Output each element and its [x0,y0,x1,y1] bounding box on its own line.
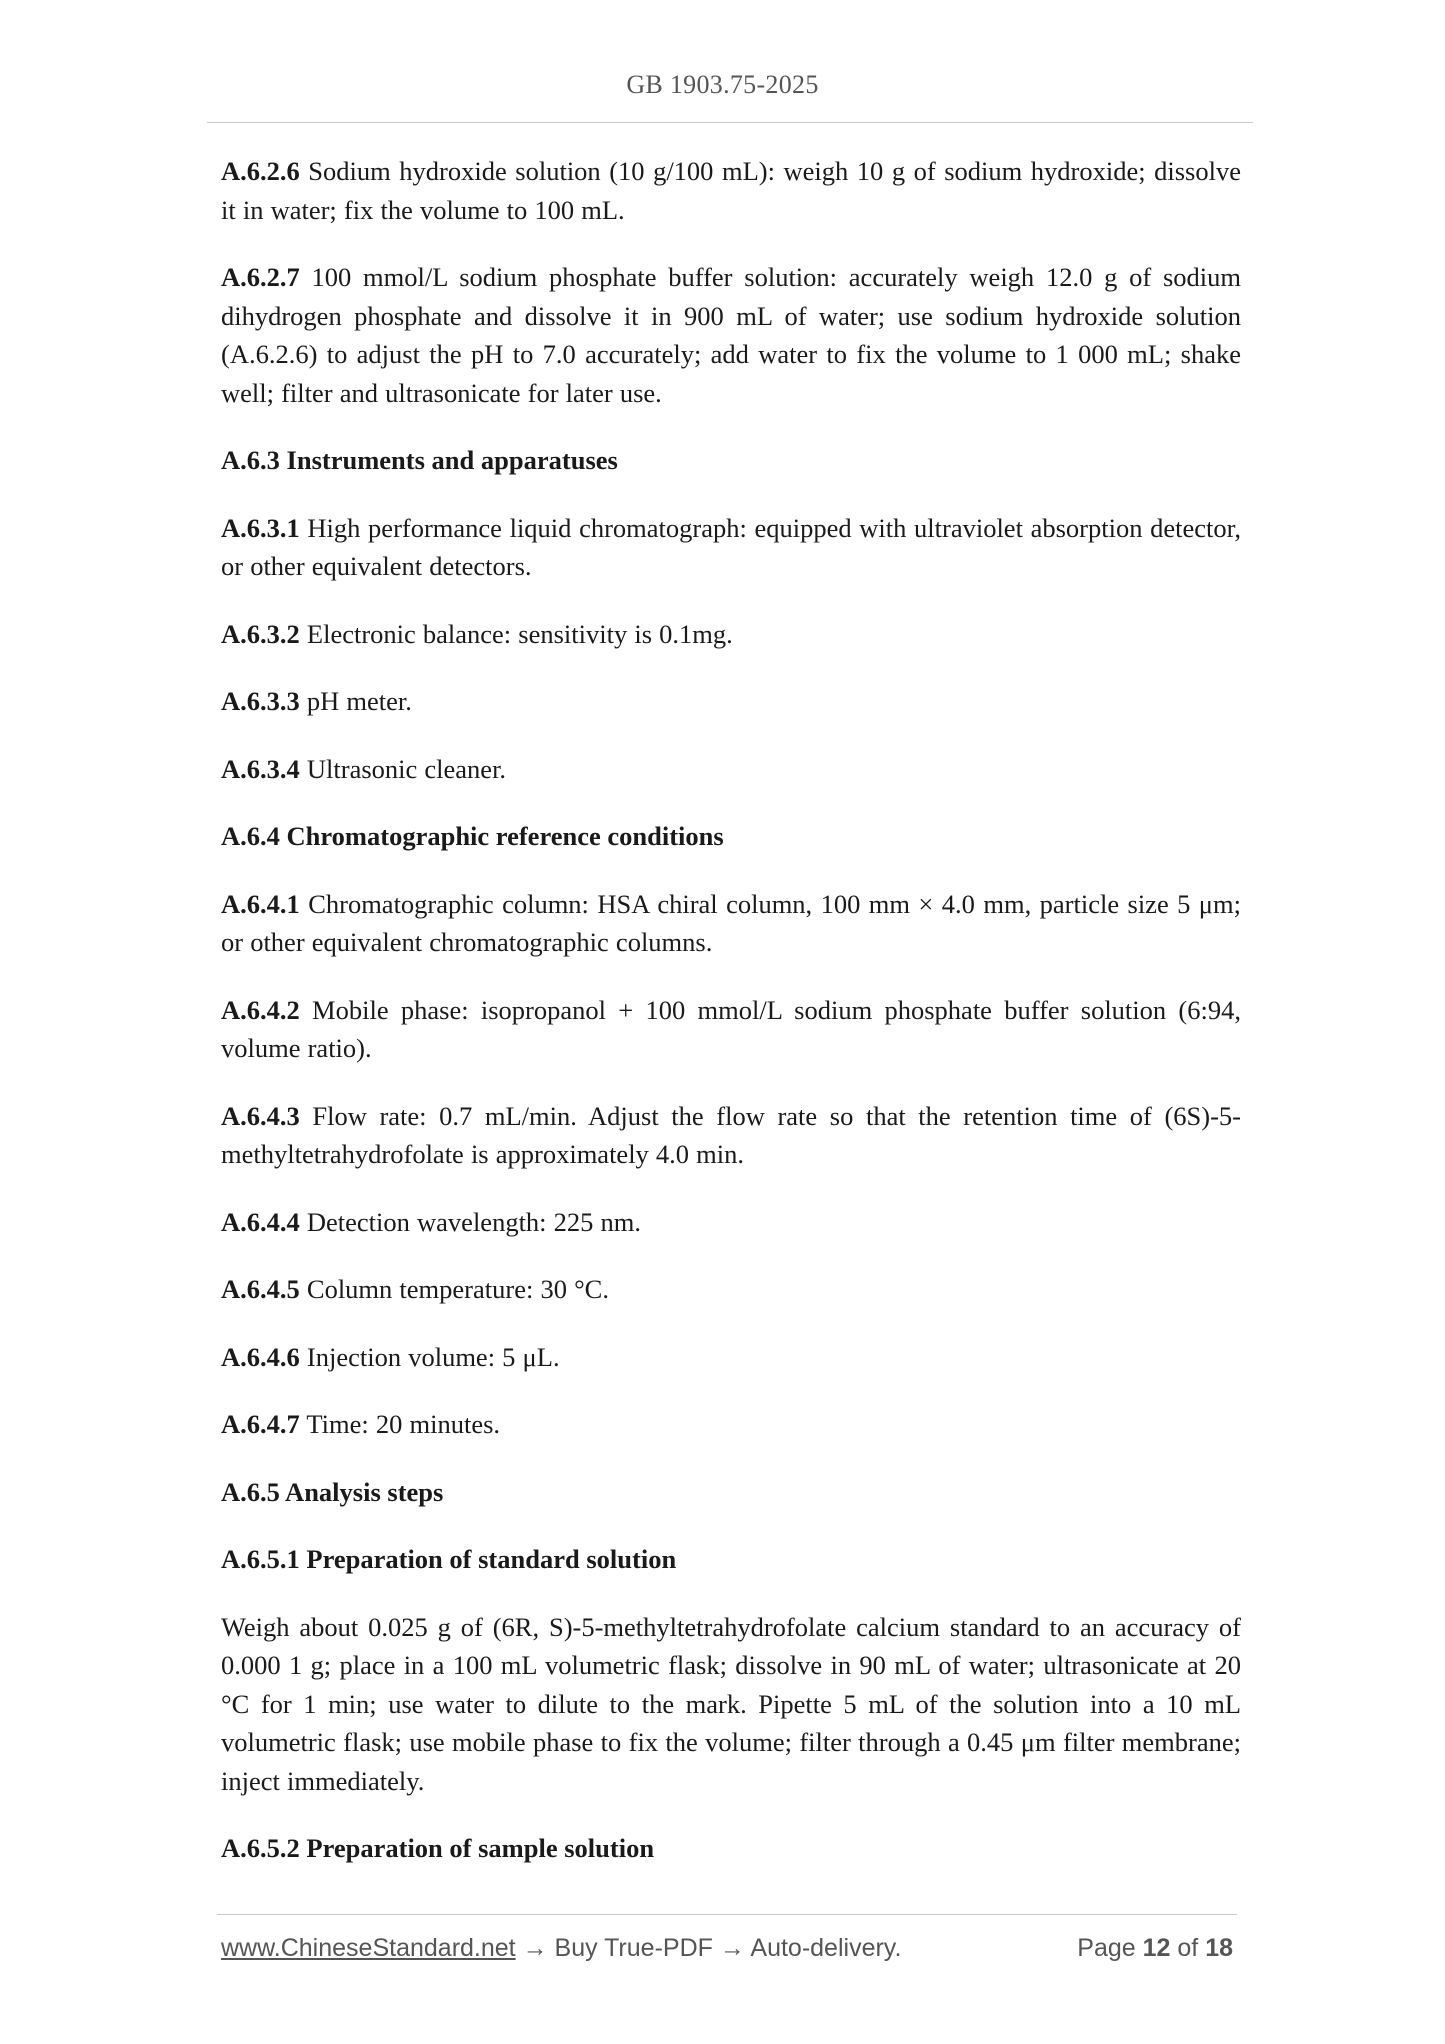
clause-text: pH meter. [299,686,412,716]
clause-number: A.6.4.1 [221,888,300,919]
clause-text: Electronic balance: sensitivity is 0.1mg. [299,618,733,649]
clause-number: A.6.3.3 [221,686,300,716]
clause-a-6-4-2 [221,991,1241,1068]
clause-text: Sodium hydroxide solution (10 g/100 mL): weigh 10 g of sodium hydroxide; dissolve it in water; fix the volume to 100 mL. [221,156,1241,225]
clause-a-6-3-1 [221,509,1241,586]
clause-a-6-4-7 [221,1405,1241,1444]
footer-divider [217,1914,1237,1915]
clause-a-6-4-1 [221,885,1241,962]
clause-text: High performance liquid chromatograph: equipped with ultraviolet absorption detector, or other equivalent detectors. [221,512,1241,581]
clause-a-6-2-6 [221,152,1241,229]
page-total: 18 [1205,1934,1233,1962]
section-heading-analysis-steps: A.6.5 Analysis steps [221,1476,444,1507]
clause-number: A.6.4.7 [221,1409,300,1439]
section-heading-instruments: A.6.3 Instruments and apparatuses [221,445,618,475]
page-current: 12 [1142,1934,1171,1962]
clause-text: Column temperature: 30 °C. [299,1274,609,1304]
document-header-title: GB 1903.75-2025 [626,70,819,99]
clause-a-6-4-3 [221,1097,1241,1174]
paragraph-standard-solution [221,1608,1241,1801]
footer-tagline: → Buy True-PDF → Auto-delivery. [515,1934,902,1962]
clause-a-6-2-7 [221,258,1241,412]
subsection-heading-sample-solution: A.6.5.2 Preparation of sample solution [221,1833,655,1863]
clause-a-6-3-4 [221,750,1241,789]
clause-text: Ultrasonic cleaner. [299,753,507,784]
subsection-heading-standard-solution: A.6.5.1 Preparation of standard solution [221,1544,677,1574]
paragraph-text: Weigh about 0.025 g of (6R, S)-5-methyltetrahydrofolate calcium standard to an accuracy of 0.000 1 g; place in a 100 mL volumetric flask; dissolve in 90 mL of water; ultrasonicate at 20 °C for 1 min; use water to dilute to the mark. Pipette 5 mL of the solution into a 10 mL volumetric flask; use mobile phase to fix the volume; filter through a 0.45 μm filter membrane; inject immediately. [221,1611,1241,1796]
clause-number: A.6.2.6 [221,156,300,186]
clause-a-6-4-6 [221,1338,1241,1377]
section-heading-chromatographic-conditions: A.6.4 Chromatographic reference conditions [221,821,724,851]
page-indicator [1077,1934,1233,1963]
clause-number: A.6.3.1 [221,512,300,543]
clause-a-6-3-2 [221,615,1241,654]
header-divider [207,122,1253,123]
clause-a-6-4-4 [221,1203,1241,1242]
clause-number: A.6.4.2 [221,994,300,1025]
clause-number: A.6.4.5 [221,1274,300,1304]
clause-number: A.6.4.4 [221,1206,300,1237]
document-body [221,152,1241,1897]
clause-number: A.6.4.3 [221,1100,300,1131]
footer-promo [221,1934,901,1963]
clause-text: Detection wavelength: 225 nm. [299,1206,642,1237]
page-label: Page [1077,1934,1136,1962]
clause-number: A.6.4.6 [221,1341,300,1372]
clause-text: Time: 20 minutes. [299,1409,501,1439]
clause-number: A.6.2.7 [221,262,300,292]
clause-a-6-3-3 [221,682,1241,721]
clause-a-6-4-5 [221,1270,1241,1309]
clause-number: A.6.3.4 [221,753,300,784]
clause-text: 100 mmol/L sodium phosphate buffer solution: accurately weigh 12.0 g of sodium dihydrogen phosphate and dissolve it in 900 mL of water; use sodium hydroxide solution (A.6.2.6) to adjust the pH to 7.0 accurately; add water to fix the volume to 1 000 mL; shake well; filter and ultrasonicate for later use. [221,262,1241,408]
clause-text: Mobile phase: isopropanol + 100 mmol/L sodium phosphate buffer solution (6:94, volume ratio). [221,994,1241,1063]
clause-text: Flow rate: 0.7 mL/min. Adjust the flow rate so that the retention time of (6S)-5-methyltetrahydrofolate is approximately 4.0 min. [221,1100,1241,1169]
footer-site-link[interactable]: www.ChineseStandard.net [221,1934,516,1962]
clause-text: Injection volume: 5 μL. [299,1341,560,1372]
clause-number: A.6.3.2 [221,618,300,649]
clause-text: Chromatographic column: HSA chiral column, 100 mm × 4.0 mm, particle size 5 μm; or other equivalent chromatographic columns. [221,888,1241,957]
page-of-label: of [1177,1934,1199,1962]
